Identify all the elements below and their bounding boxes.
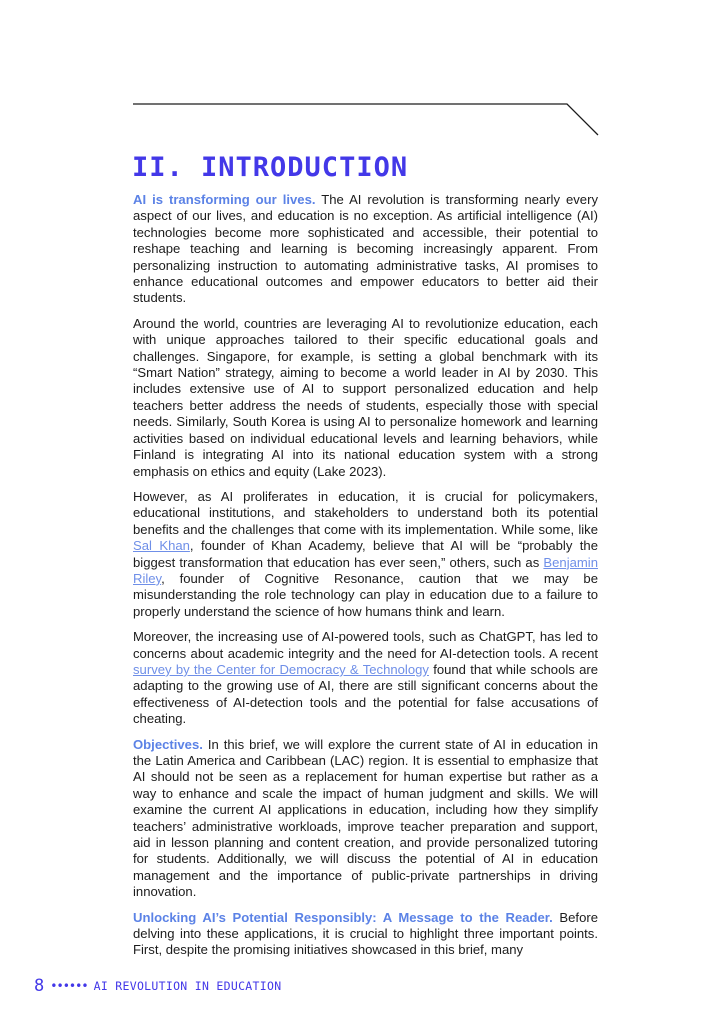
page-footer [34, 976, 281, 996]
page-number: 8 [34, 976, 45, 996]
paragraph-moreover [133, 629, 598, 727]
body-text [133, 192, 598, 968]
paragraph-text: Before delving into these applications, it is crucial to highlight three important points. First, despite the promising initiatives showcased in this brief, many [133, 909, 598, 958]
cdt-survey-link[interactable]: survey by the Center for Democracy & Technology [133, 661, 429, 677]
paragraph-text: The AI revolution is transforming nearly every aspect of our lives, and education is no exception. As artificial intelligence (AI) technologies become more sophisticated and accessible, their potential to reshape teaching and learning is becoming increasingly apparent. From personalizing instruction to automating administrative tasks, AI promises to enhance educational outcomes and empower educators to better aid their students. [133, 192, 598, 306]
paragraph-lead: AI is transforming our lives. [133, 192, 316, 207]
paragraph-lead: Unlocking AI’s Potential Responsibly: A Message to the Reader. [133, 909, 553, 925]
paragraph-lead: Objectives. [133, 736, 203, 752]
paragraph-text: found that while schools are adapting to the growing use of AI, there are still significant concerns about the effectiveness of AI-detection tools and the potential for false accusations of cheating. [133, 661, 598, 727]
paragraph-around-the-world [133, 316, 598, 480]
footer-dots-divider: •••••• [50, 979, 88, 993]
paragraph-text: Moreover, the increasing use of AI-powered tools, such as ChatGPT, has led to concerns about academic integrity and the need for AI-detection tools. A recent [133, 629, 598, 661]
sal-khan-link[interactable]: Sal Khan [133, 538, 190, 554]
section-title: II. INTRODUCTION [132, 152, 409, 183]
paragraph-text: In this brief, we will explore the current state of AI in education in the Latin America and Caribbean (LAC) region. It is essential to emphasize that AI should not be seen as a replacement for human expertise but rather as a way to enhance and scale the impact of human judgment and skills. We will examine the current AI applications in education, including how they simplify teachers’ administrative workloads, improve teacher preparation and support, aid in lesson planning and content creation, and provide personalized tutoring for students. Additionally, we will discuss the potential of AI in education management and the importance of public-private partnerships in driving innovation. [133, 736, 598, 900]
paragraph-text: Around the world, countries are leveraging AI to revolutionize education, each with unique approaches tailored to their specific educational goals and challenges. Singapore, for example, is setting a global benchmark with its “Smart Nation” strategy, aiming to become a world leader in AI by 2030. This includes extensive use of AI to support personalized education and help teachers better address the needs of students, especially those with special needs. Similarly, South Korea is using AI to personalize homework and learning activities based on individual educational levels and learning behaviors, while Finland is integrating AI into its national education system with a strong emphasis on ethics and equity (Lake 2023). [133, 315, 598, 479]
paragraph-however [133, 489, 598, 620]
header-rule [133, 96, 603, 138]
paragraph-ai-transforming [133, 192, 598, 307]
paragraph-text: , founder of Khan Academy, believe that AI will be “probably the biggest transformation that education has ever seen,” others, such as [133, 538, 598, 570]
paragraph-text: , founder of Cognitive Resonance, caution that we may be misunderstanding the role technology can play in education due to a failure to properly understand the science of how humans think and learn. [133, 570, 598, 619]
paragraph-objectives [133, 737, 598, 901]
running-title: AI REVOLUTION IN EDUCATION [93, 979, 282, 993]
benjamin-riley-link[interactable]: Benjamin Riley [133, 554, 598, 586]
paragraph-unlocking [133, 910, 598, 959]
paragraph-text: However, as AI proliferates in education, it is crucial for policymakers, educational institutions, and stakeholders to understand both its potential benefits and the challenges that come with its implementation. While some, like [133, 488, 598, 537]
